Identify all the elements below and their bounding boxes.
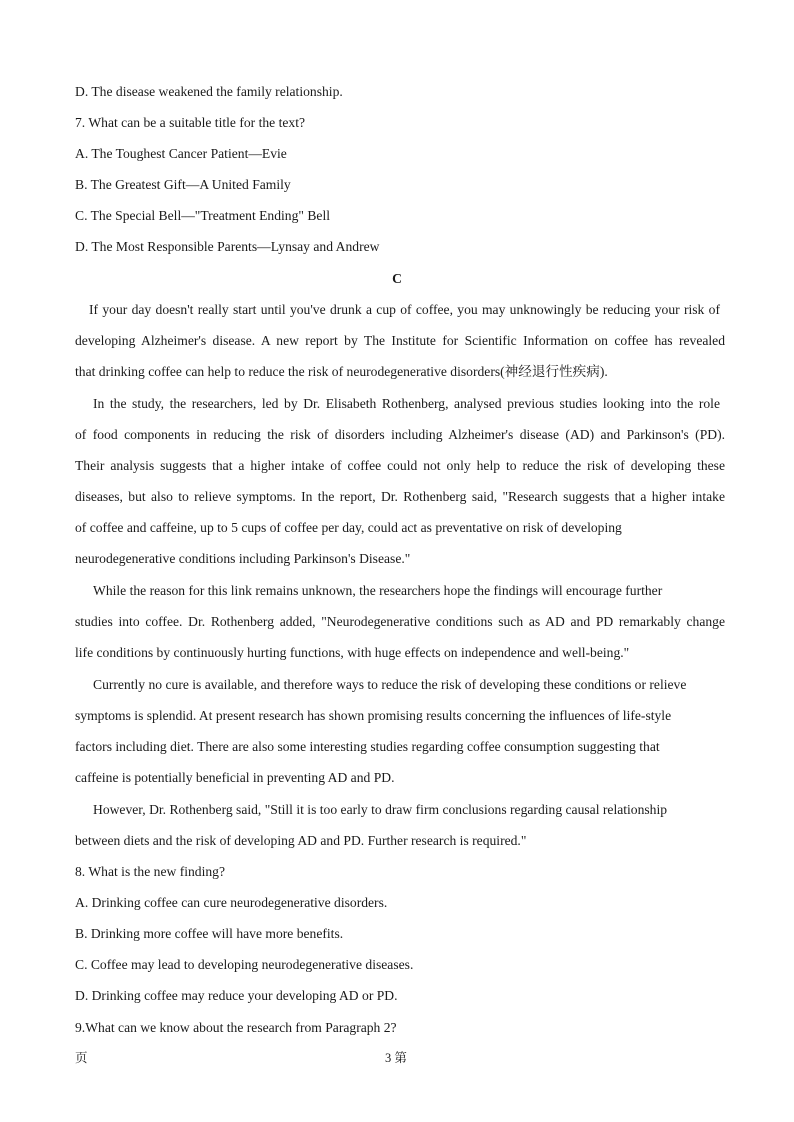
p2-line-1: In the study, the researchers, led by Dr. Elisabeth Rothenberg, analysed previous studies looking into the role	[93, 396, 720, 411]
p1-line-2: developing Alzheimer's disease. A new report by The Institute for Scientific Information on coffee has revealed	[75, 333, 725, 348]
q6-option-d: D. The disease weakened the family relationship.	[75, 84, 343, 99]
q7-option-a: A. The Toughest Cancer Patient—Evie	[75, 146, 287, 161]
p4-line-4: caffeine is potentially beneficial in preventing AD and PD.	[75, 770, 395, 785]
p5-line-1: However, Dr. Rothenberg said, "Still it is too early to draw firm conclusions regarding causal relationship	[93, 802, 668, 817]
q9-stem: 9.What can we know about the research from Paragraph 2?	[75, 1020, 397, 1035]
p2-line-5: of coffee and caffeine, up to 5 cups of coffee per day, could act as preventative on risk of developing	[75, 520, 622, 535]
p3-line-3: life conditions by continuously hurting functions, with huge effects on independence and well-being."	[75, 645, 630, 660]
q8-option-d: D. Drinking coffee may reduce your developing AD or PD.	[75, 988, 398, 1003]
p5-line-2: between diets and the risk of developing AD and PD. Further research is required."	[75, 833, 527, 848]
p2-line-3: Their analysis suggests that a higher intake of coffee could not only help to reduce the risk of developing these	[75, 458, 725, 473]
p2-line-4: diseases, but also to relieve symptoms. In the report, Dr. Rothenberg said, "Research suggests that a higher intake	[75, 489, 725, 504]
p3-line-1: While the reason for this link remains unknown, the researchers hope the findings will encourage further	[93, 583, 663, 598]
p2-line-6: neurodegenerative conditions including Parkinson's Disease."	[75, 551, 411, 566]
footer-page-label: 页	[75, 1051, 88, 1065]
q7-stem: 7. What can be a suitable title for the text?	[75, 115, 305, 130]
q7-option-c: C. The Special Bell—"Treatment Ending" Bell	[75, 208, 331, 223]
p4-line-2: symptoms is splendid. At present research has shown promising results concerning the influences of life-style	[75, 708, 672, 723]
p1-line-3: that drinking coffee can help to reduce the risk of neurodegenerative disorders(神经退行性疾病).	[75, 364, 608, 379]
p2-line-2: of food components in reducing the risk of disorders including Alzheimer's disease (AD) and Parkinson's (PD).	[75, 427, 725, 442]
q8-option-b: B. Drinking more coffee will have more benefits.	[75, 926, 344, 941]
footer-page-number: 3 第	[385, 1051, 407, 1065]
q8-option-a: A. Drinking coffee can cure neurodegenerative disorders.	[75, 895, 388, 910]
q7-option-b: B. The Greatest Gift—A United Family	[75, 177, 291, 192]
section-c-heading: C	[392, 271, 402, 286]
q8-stem: 8. What is the new finding?	[75, 864, 226, 879]
p3-line-2: studies into coffee. Dr. Rothenberg added, "Neurodegenerative conditions such as AD and PD remarkably change	[75, 614, 725, 629]
q8-option-c: C. Coffee may lead to developing neurodegenerative diseases.	[75, 957, 414, 972]
p4-line-1: Currently no cure is available, and therefore ways to reduce the risk of developing these conditions or relieve	[93, 677, 687, 692]
q7-option-d: D. The Most Responsible Parents—Lynsay and Andrew	[75, 239, 380, 254]
p1-line-1: If your day doesn't really start until you've drunk a cup of coffee, you may unknowingly be reducing your risk of	[89, 302, 720, 317]
p4-line-3: factors including diet. There are also some interesting studies regarding coffee consumption suggesting that	[75, 739, 660, 754]
